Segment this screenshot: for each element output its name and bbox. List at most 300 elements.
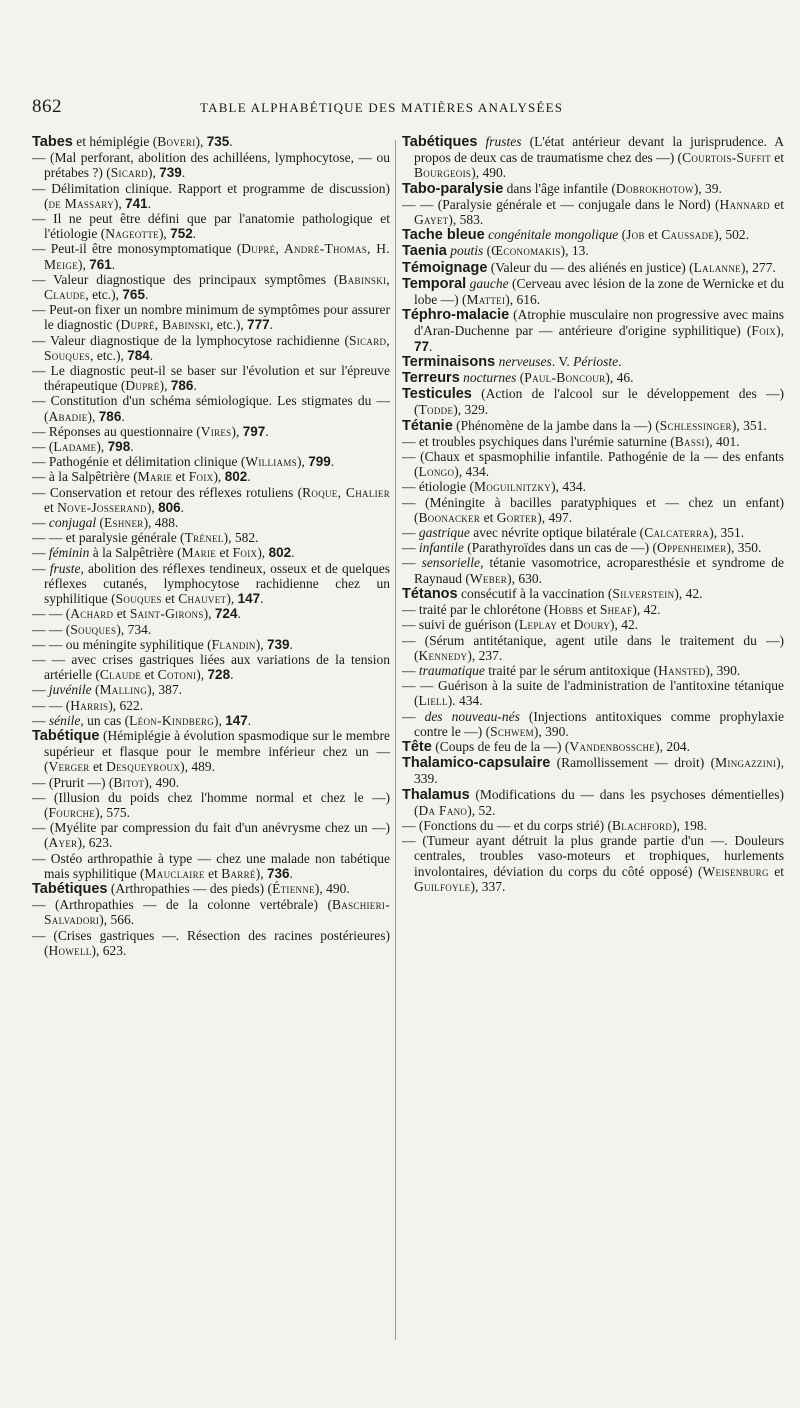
entry-text: à la Salpêtrière (	[89, 545, 182, 561]
entry-text: —	[402, 525, 419, 541]
entry-headword: Terreurs	[402, 370, 460, 387]
entry-text: —	[402, 662, 419, 678]
index-entry	[402, 818, 784, 833]
entry-text: .	[289, 636, 293, 652]
index-entry	[402, 370, 784, 386]
entry-text: ), 497.	[537, 509, 573, 525]
index-entry	[32, 469, 390, 484]
author-name: Hansted	[658, 662, 706, 678]
entry-text: — (Sérum antitétanique, agent utile dans le traitement du —) (	[402, 632, 784, 663]
index-entry	[32, 515, 390, 530]
index-entry	[32, 622, 390, 637]
entry-text: ),	[96, 439, 108, 455]
italic-term: fruste	[49, 560, 81, 576]
entry-text: — Délimitation clinique. Rapport et programme de discussion) (	[32, 180, 390, 211]
author-name: Moguilnitzky	[473, 479, 552, 495]
index-entry	[32, 302, 390, 332]
entry-text: ), 42.	[674, 585, 703, 601]
entry-text: (	[91, 682, 100, 698]
entry-text: et	[557, 617, 574, 633]
index-entry	[402, 709, 784, 739]
entry-text: — — (	[32, 621, 71, 637]
author-name: Ayer	[48, 835, 78, 851]
author-name: Harris	[70, 697, 109, 713]
author-name: Gorter	[496, 509, 538, 525]
entry-text: .	[237, 606, 241, 622]
entry-text: — Réponses au questionnaire (	[32, 423, 201, 439]
entry-text: ), 488.	[143, 515, 179, 531]
entry-headword: Tabétiques	[402, 134, 478, 150]
index-entry	[32, 439, 390, 454]
page-reference: 765	[122, 287, 145, 303]
entry-text: ), 339.	[414, 755, 784, 787]
index-entry	[32, 682, 390, 697]
author-name: Foix	[188, 469, 214, 485]
entry-text: ), 490.	[314, 880, 350, 896]
entry-text: —	[32, 712, 49, 728]
entry-text: .	[130, 439, 134, 455]
entry-text: ), 490.	[471, 165, 507, 181]
author-name: Bitot	[113, 774, 145, 790]
entry-text: et	[113, 606, 130, 622]
index-entry	[32, 272, 390, 302]
entry-text: ), 198.	[672, 817, 708, 833]
page-reference: 777	[247, 317, 270, 333]
index-entry	[402, 540, 784, 555]
entry-text: .	[260, 591, 264, 607]
entry-text: et hémiplégie (	[72, 134, 158, 149]
entry-text: ),	[296, 454, 309, 470]
entry-text: ),	[195, 134, 207, 149]
entry-text: — — ou méningite syphilitique (	[32, 636, 212, 652]
entry-text: et	[644, 227, 662, 243]
index-entry	[32, 881, 390, 897]
entry-text: —	[402, 708, 425, 724]
entry-text: ), 490.	[144, 774, 180, 790]
entry-text: — Peut-on fixer un nombre minimum de symptômes pour assurer le diagnostic (	[32, 302, 390, 333]
author-name: Leplay	[519, 617, 558, 633]
index-entry	[402, 307, 784, 354]
author-name: Hobbs	[548, 602, 584, 618]
index-entry	[402, 755, 784, 786]
page-reference: 802	[268, 545, 292, 561]
entry-text: ),	[231, 423, 243, 439]
entry-text: traité par le sérum antitoxique (	[484, 662, 659, 678]
index-entry	[402, 663, 784, 678]
entry-text: ), 42.	[610, 617, 639, 633]
entry-text: — — Guérison à la suite de l'administration de l'antitoxine tétanique (	[402, 678, 784, 709]
entry-text: et	[768, 863, 785, 879]
entry-text: — (Illusion du poids chez l'homme normal et chez le —) (	[32, 789, 390, 820]
entry-text: ), 489.	[180, 759, 215, 775]
author-name: Williams	[245, 454, 297, 470]
page-reference: 786	[98, 408, 122, 424]
entry-headword: Tache bleue	[402, 227, 485, 244]
author-name: Nove-Josserand	[57, 499, 147, 515]
index-entry	[32, 134, 390, 150]
index-entry	[402, 354, 784, 370]
entry-text: (Atrophie musculaire non progressive avec mains d'Aran-Duchenne par — antérieure d'origine syphilitique) (	[414, 307, 784, 339]
entry-text: — Peut-il être monosymptomatique (	[32, 241, 242, 257]
entry-text: (Action de l'alcool sur le développement des —) (	[414, 386, 784, 418]
index-entry	[32, 530, 390, 545]
entry-text: ),	[148, 165, 160, 181]
author-name: Caussade	[661, 227, 715, 243]
running-title: TABLE ALPHABÉTIQUE DES MATIÈRES ANALYSÉES	[200, 100, 564, 115]
italic-term: gauche	[469, 275, 509, 291]
author-name: Mingazzini	[715, 755, 777, 771]
index-entry	[32, 333, 390, 363]
author-name: Desqueyroux	[106, 759, 181, 775]
author-name: Schwem	[490, 723, 534, 739]
entry-text: ). 434.	[447, 693, 483, 709]
page-reference: 806	[158, 499, 181, 515]
index-entry	[402, 197, 784, 227]
entry-text: avec névrite optique bilatérale (	[469, 525, 645, 541]
entry-text: (	[516, 370, 525, 386]
author-name: Souques	[115, 591, 162, 607]
entry-text: .	[330, 454, 335, 470]
index-entry	[32, 928, 390, 958]
entry-text: et	[141, 667, 158, 683]
entry-text: .	[265, 423, 269, 439]
entry-text: ), 39.	[693, 180, 722, 196]
entry-text: .	[149, 347, 154, 363]
entry-text: .	[181, 165, 186, 181]
page-reference: 739	[159, 165, 182, 181]
index-entry	[32, 211, 390, 241]
index-entry	[402, 495, 784, 525]
index-entry	[402, 386, 784, 417]
entry-text: — — et paralysie générale (	[32, 530, 185, 546]
index-entry	[32, 652, 390, 682]
entry-headword: Témoignage	[402, 259, 488, 276]
author-name: Todde	[418, 402, 454, 418]
entry-text: ), 329.	[453, 402, 489, 418]
entry-text: ), 42.	[632, 602, 661, 618]
author-name: Job	[626, 227, 645, 243]
entry-text: .	[192, 226, 197, 242]
entry-text: et	[769, 196, 785, 212]
entry-text: (Cerveau avec lésion de la zone de Wernicke et du lobe —) (	[414, 275, 784, 308]
entry-text: (Injections antitoxiques comme prophylaxie contre le —) (	[414, 708, 784, 739]
author-name: Boonacker	[418, 509, 481, 525]
column-divider	[395, 140, 396, 1340]
index-entry	[32, 713, 390, 728]
entry-text: ),	[776, 323, 784, 339]
index-entry	[402, 134, 784, 181]
author-name: Marie	[137, 469, 173, 485]
index-entry	[32, 363, 390, 393]
entry-text: — (Fonctions du — et du corps strié) (	[402, 817, 612, 833]
entry-text: ), 630.	[507, 570, 542, 586]
entry-text: et	[161, 591, 179, 607]
entry-text: —	[402, 555, 422, 571]
index-entry	[402, 260, 784, 276]
author-name: Bourgeois	[414, 165, 472, 181]
index-entry	[402, 276, 784, 307]
italic-term: frustes	[485, 134, 522, 149]
entry-text: ), 583.	[448, 212, 484, 228]
entry-text: et	[216, 545, 233, 561]
author-name: Da Fano	[418, 802, 468, 818]
italic-term: juvénile	[48, 682, 92, 698]
entry-text: ),	[113, 195, 126, 211]
entry-text: — (Méningite à bacilles paratyphiques et — chez un enfant) (	[402, 494, 784, 525]
entry-text: .	[289, 865, 293, 881]
author-name: Dupré	[125, 378, 160, 394]
page-number: 862	[32, 96, 62, 117]
entry-headword: Testicules	[402, 386, 472, 403]
entry-text: .	[247, 469, 251, 485]
author-name: Oppenheimer	[656, 540, 727, 556]
entry-text: —	[32, 682, 49, 698]
page-reference: 802	[224, 469, 248, 485]
author-name: Léon-Kindberg	[129, 712, 214, 728]
entry-text: et	[204, 865, 222, 881]
entry-text: ),	[213, 469, 225, 485]
index-entry	[32, 241, 390, 271]
entry-text: et	[89, 759, 107, 775]
author-name: Howell	[48, 942, 92, 958]
author-name: de Massary	[48, 195, 114, 211]
author-name: Foix	[232, 545, 258, 561]
entry-text: (Hémiplégie à évolution spasmodique sur le membre supérieur et flasque pour le membre inférieur chez un — (	[44, 727, 390, 775]
entry-text: — étiologie (	[402, 479, 474, 495]
entry-text: — Conservation et retour des réflexes rotuliens (	[32, 484, 303, 500]
entry-text: ), 401.	[704, 433, 740, 449]
index-entry	[32, 851, 390, 881]
author-name: Saint-Girons	[129, 606, 204, 622]
entry-text: — — avec crises gastriques liées aux variations de la tension artérielle (	[32, 651, 390, 683]
index-entry	[402, 787, 784, 818]
page-reference: 736	[266, 865, 290, 881]
entry-text: — — (Paralysie générale et — conjugale dans le Nord) (	[402, 196, 720, 212]
entry-text: ),	[203, 606, 215, 622]
author-name: Blachford	[611, 817, 673, 833]
entry-text: , abolition des réflexes tendineux, osseux et de quelques réflexes cutanés, lymphocytose rachidienne chez un syphilitique (	[44, 560, 390, 607]
italic-term: sensorielle	[421, 555, 481, 571]
entry-text: (	[618, 227, 627, 243]
author-name: Paul-Boncour	[524, 370, 606, 386]
author-name: Abadie	[48, 408, 88, 424]
entry-text: .	[193, 378, 197, 394]
entry-text: ), 616.	[505, 292, 541, 308]
italic-term: sénile	[48, 712, 81, 728]
entry-text: (Modifications du — dans les psychoses démentielles) (	[414, 786, 784, 818]
entry-text: ), 387.	[147, 682, 182, 698]
author-name: Fourche	[48, 804, 96, 820]
entry-text: . V.	[551, 353, 574, 369]
entry-headword: Temporal	[402, 275, 467, 292]
author-name: Flandin	[211, 636, 256, 652]
entry-text: (Parathyroïdes dans un cas de —) (	[463, 540, 657, 556]
entry-text: et	[480, 509, 497, 525]
entry-text: .	[111, 256, 116, 272]
entry-text: (Ramollissement — droit) (	[550, 755, 716, 771]
author-name: Liell	[418, 693, 448, 709]
entry-text: .	[618, 353, 622, 369]
page-reference: 797	[242, 423, 266, 439]
entry-headword: Tabétique	[32, 727, 100, 744]
entry-text: , un cas (	[80, 712, 130, 728]
entry-text: et	[44, 499, 58, 515]
page-reference: 798	[107, 439, 131, 455]
page-reference: 784	[127, 347, 150, 363]
entry-text: ), 575.	[95, 804, 130, 820]
entry-text: ),	[87, 408, 99, 424]
entry-text: , etc.),	[85, 287, 123, 303]
index-entry	[32, 393, 390, 423]
index-entry	[32, 485, 390, 515]
author-name: Guilfoyle	[414, 878, 471, 894]
entry-text: —	[32, 515, 49, 531]
author-name: Marie	[181, 545, 217, 561]
author-name: Lalanne	[693, 259, 741, 275]
index-entry	[32, 698, 390, 713]
index-column-left	[32, 134, 390, 958]
entry-text: ),	[146, 499, 159, 515]
index-entry	[32, 545, 390, 560]
entry-text: ), 434.	[551, 479, 586, 495]
entry-text: — suivi de guérison (	[402, 617, 519, 633]
index-entry	[32, 775, 390, 790]
entry-text	[477, 134, 485, 149]
entry-text: ), 337.	[470, 878, 506, 894]
entry-headword: Thalamus	[402, 786, 470, 803]
index-entry	[402, 678, 784, 708]
index-entry	[32, 637, 390, 652]
index-entry	[32, 561, 390, 607]
page-header	[32, 96, 770, 122]
entry-text: .	[180, 499, 184, 515]
entry-text: (Phénomène de la jambe dans la —) (	[452, 417, 660, 433]
entry-text: , etc.),	[90, 347, 128, 363]
entry-text: ),	[158, 226, 171, 242]
entry-headword: Tétanie	[402, 417, 453, 434]
index-entry	[402, 739, 784, 755]
author-name: Baschieri-Salvadori	[44, 897, 390, 928]
entry-text: ), 350.	[726, 540, 762, 556]
index-entry	[402, 525, 784, 540]
entry-text: — Valeur diagnostique de la lymphocytose rachidienne (	[32, 332, 349, 348]
author-name: Foix	[751, 323, 777, 339]
author-name: Gayet	[414, 212, 449, 228]
entry-headword: Téphro-malacie	[402, 307, 510, 324]
entry-headword: Taenia	[402, 243, 447, 260]
index-entry	[32, 897, 390, 927]
entry-text: .	[269, 317, 274, 333]
page-reference: 728	[207, 667, 231, 683]
entry-text: — Il ne peut être défini que par l'anatomie pathologique et l'étiologie (	[32, 211, 390, 242]
author-name: Ladame	[53, 439, 97, 455]
author-name: Boveri	[157, 134, 196, 149]
entry-text: ), 582.	[223, 530, 259, 546]
author-name: Silverstein	[612, 585, 675, 601]
entry-text: ),	[255, 636, 267, 652]
entry-text: ), 277.	[740, 259, 776, 275]
entry-text: (	[96, 515, 104, 531]
entry-text: — traité par le chlorétone (	[402, 602, 549, 618]
italic-term: conjugal	[48, 515, 97, 531]
entry-text: ), 390.	[533, 723, 569, 739]
author-name: Doury	[573, 617, 610, 633]
entry-text: — Pathogénie et délimitation clinique (	[32, 454, 246, 470]
entry-headword: Terminaisons	[402, 353, 496, 370]
entry-text: ), 52.	[467, 802, 496, 818]
author-name: Kennedy	[418, 647, 468, 663]
entry-text: — — (	[32, 697, 71, 713]
italic-term: gastrique	[418, 525, 470, 541]
entry-text: ),	[226, 591, 238, 607]
page-reference: 752	[170, 226, 193, 242]
italic-term: des nouveau-nés	[424, 708, 520, 724]
author-name: Weisenburg	[702, 863, 769, 879]
entry-text: ), 390.	[705, 662, 741, 678]
entry-text: .	[229, 134, 233, 149]
index-entry	[402, 418, 784, 434]
italic-term: infantile	[418, 540, 464, 556]
page-reference: 77	[414, 338, 430, 354]
index-entry	[32, 790, 390, 820]
entry-text: ),	[214, 712, 226, 728]
entry-text: — (Myélite par compression du fait d'un anévrysme chez un —) (	[32, 820, 390, 851]
author-name: Courtois-Suffit	[682, 150, 771, 166]
index-entry	[32, 454, 390, 469]
index-entry	[32, 820, 390, 850]
entry-text: et	[583, 602, 600, 618]
index-entry	[32, 728, 390, 775]
page-reference: 741	[125, 195, 148, 211]
italic-term: Périoste	[573, 353, 619, 369]
entry-text: (Coups de feu de la —) (	[431, 738, 570, 754]
author-name: Eshner	[104, 515, 144, 531]
entry-text: — (Crises gastriques —. Résection des racines postérieures) (	[32, 927, 390, 958]
entry-text: ), 566.	[99, 912, 135, 928]
entry-headword: Tabétiques	[32, 880, 108, 897]
entry-text: ),	[255, 865, 267, 881]
entry-text: — (	[32, 439, 54, 455]
author-name: Dobrokhotow	[615, 180, 694, 196]
entry-text: — Le diagnostic peut-il se baser sur l'évolution et sur l'épreuve thérapeutique (	[32, 363, 390, 394]
entry-text: (	[483, 243, 492, 259]
entry-text: ), 502.	[714, 227, 750, 243]
page-reference: 724	[214, 606, 238, 622]
entry-text: .	[144, 287, 149, 303]
author-name: Roque, Chalier	[302, 484, 390, 500]
page-reference: 147	[225, 712, 248, 728]
index-column-right	[402, 134, 784, 894]
index-entry	[402, 833, 784, 894]
author-name: Sicard	[110, 165, 149, 181]
entry-text: .	[429, 338, 433, 354]
entry-text: —	[32, 560, 50, 576]
page-reference: 799	[308, 454, 331, 470]
entry-text: et	[172, 469, 189, 485]
entry-text: .	[147, 195, 152, 211]
index-entry	[402, 479, 784, 494]
entry-text: consécutif à la vaccination (	[457, 585, 613, 601]
entry-headword: Tête	[402, 738, 432, 755]
entry-text: ), 46.	[605, 370, 634, 386]
index-entry	[402, 181, 784, 197]
entry-text: (Arthropathies — des pieds) (	[107, 880, 273, 896]
entry-text: — (Tumeur ayant détruit la plus grande partie d'un —. Douleurs centrales, troubles vaso-moteurs et trophiques, hurlements involontaires, déviation du corps du côté opposé) (	[402, 833, 784, 879]
author-name: Mattei	[466, 292, 506, 308]
index-entry	[32, 150, 390, 180]
entry-text: et	[770, 150, 784, 166]
index-entry	[402, 434, 784, 449]
